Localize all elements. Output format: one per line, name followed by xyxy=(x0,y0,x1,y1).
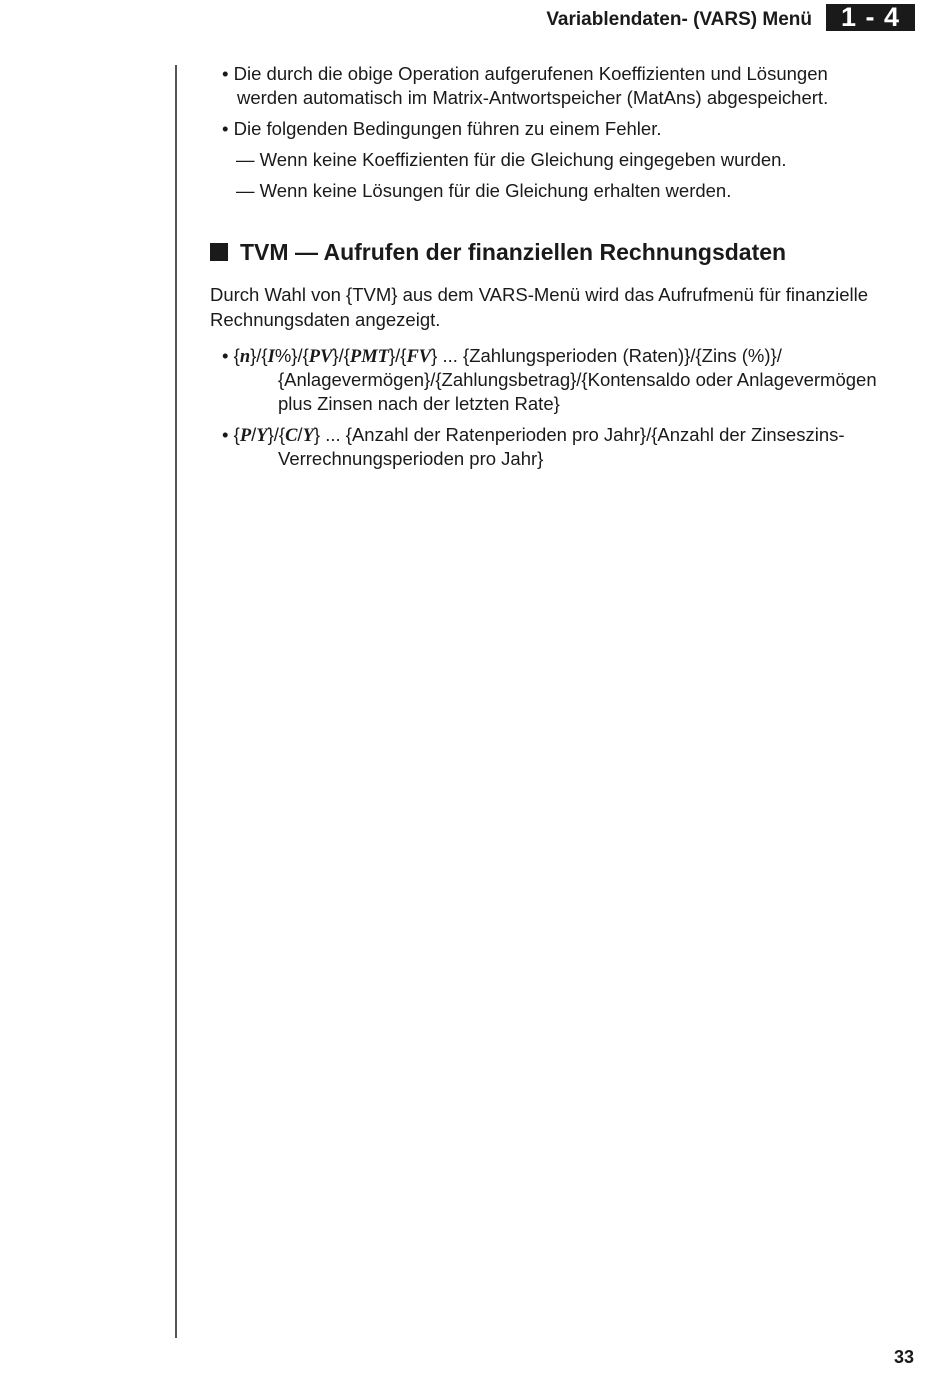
list-item: • Die durch die obige Operation aufgerufenen Koeffizienten und Lösungen xyxy=(222,63,828,84)
dash-item: — Wenn keine Koeffizienten für die Gleichung eingegeben wurden. xyxy=(236,149,787,170)
list-item-continuation: Verrechnungsperioden pro Jahr} xyxy=(278,448,544,469)
section-heading: TVM — Aufrufen der finanziellen Rechnungsdaten xyxy=(210,240,786,265)
list-item-continuation: plus Zinsen nach der letzten Rate} xyxy=(278,393,560,414)
page-header-title: Variablendaten- (VARS) Menü xyxy=(546,9,812,30)
list-item-period-keys: • {P/Y}/{C/Y} ... {Anzahl der Ratenperioden pro Jahr}/{Anzahl der Zinseszins- xyxy=(222,424,845,446)
list-item-continuation: {Anlagevermögen}/{Zahlungsbetrag}/{Kontensaldo oder Anlagevermögen xyxy=(278,369,877,390)
list-item-continuation: werden automatisch im Matrix-Antwortspeicher (MatAns) abgespeichert. xyxy=(237,87,829,108)
page-number: 33 xyxy=(893,1347,914,1367)
section-intro: Durch Wahl von {TVM} aus dem VARS-Menü wird das Aufrufmenü für finanzielle Rechnungsdaten angezeigt. xyxy=(210,284,869,330)
list-item: • Die folgenden Bedingungen führen zu einem Fehler. xyxy=(222,118,662,139)
section-badge: 1 - 4 xyxy=(826,4,915,31)
list-item-tvm-keys: • {n}/{I%}/{PV}/{PMT}/{FV} ... {Zahlungsperioden (Raten)}/{Zins (%)}/ xyxy=(222,345,782,367)
square-bullet-icon xyxy=(210,243,228,261)
dash-item: — Wenn keine Lösungen für die Gleichung erhalten werden. xyxy=(236,180,732,201)
margin-rule xyxy=(175,65,177,1338)
